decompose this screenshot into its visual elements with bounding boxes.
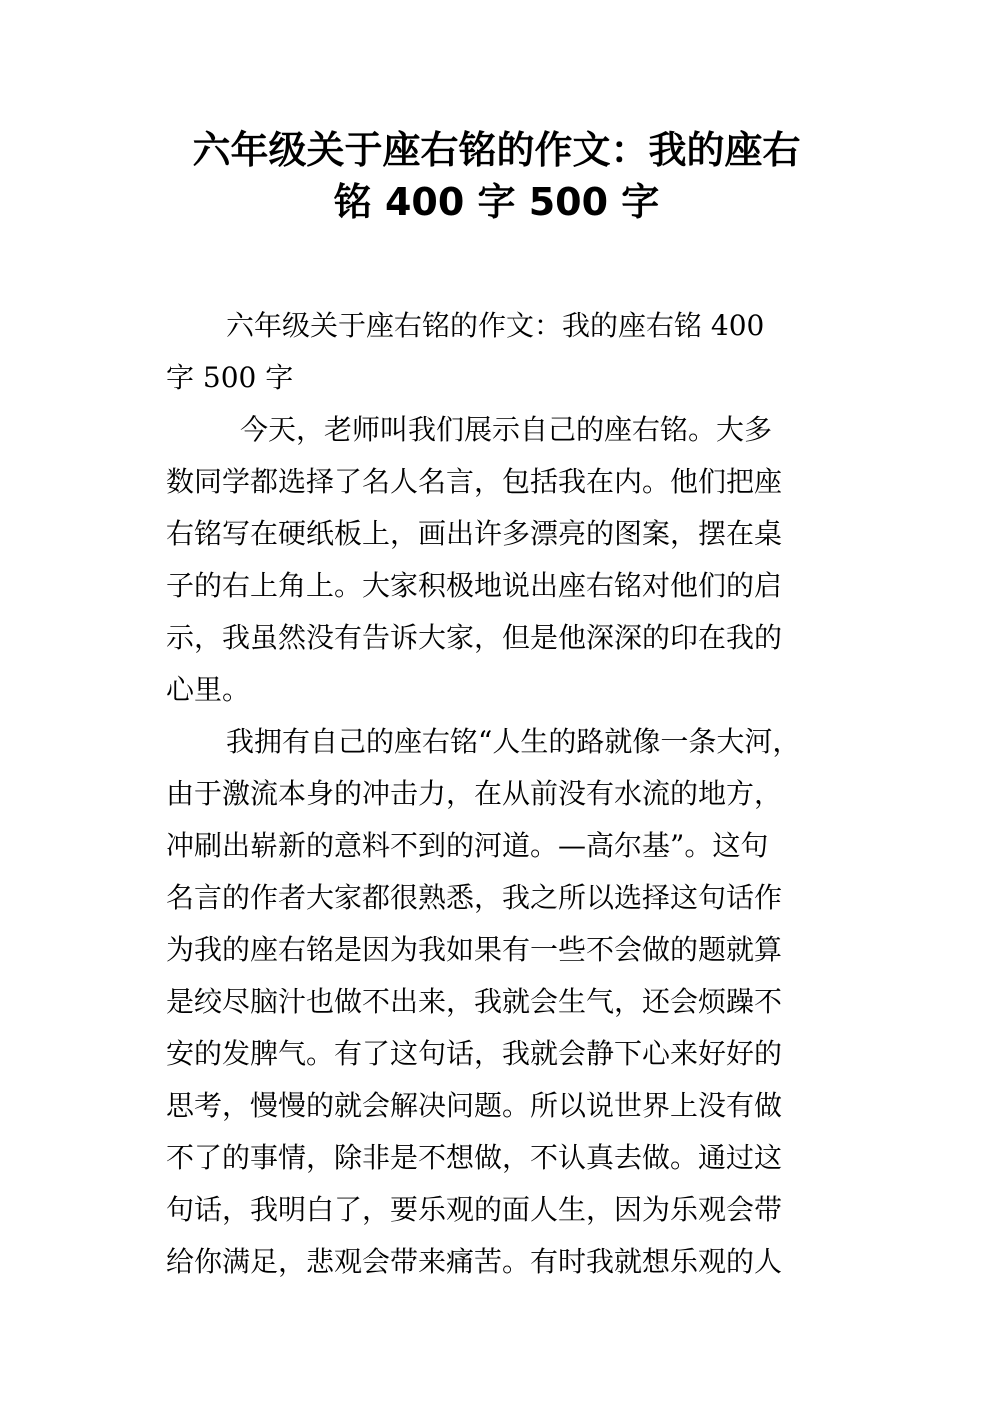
document-body	[166, 300, 846, 1288]
text-line: 数同学都选择了名人名言，包括我在内。他们把座	[166, 465, 783, 498]
paragraph-2	[166, 404, 846, 716]
text-line: 六年级关于座右铭的作文：我的座右铭 400	[226, 309, 765, 342]
text-line: 思考，慢慢的就会解决问题。所以说世界上没有做	[166, 1089, 783, 1122]
title-line: 铭 400 字 500 字	[333, 180, 660, 224]
text-line: 今天，老师叫我们展示自己的座右铭。大多	[240, 413, 773, 446]
document-title	[0, 124, 993, 228]
text-line: 给你满足，悲观会带来痛苦。有时我就想乐观的人	[166, 1245, 783, 1278]
paragraph-1	[166, 300, 846, 404]
text-line: 冲刷出崭新的意料不到的河道。—高尔基”。这句	[166, 829, 769, 862]
text-line: 子的右上角上。大家积极地说出座右铭对他们的启	[166, 569, 783, 602]
text-line: 安的发脾气。有了这句话，我就会静下心来好好的	[166, 1037, 783, 1070]
text-line: 心里。	[166, 673, 251, 706]
text-line: 句话，我明白了，要乐观的面人生，因为乐观会带	[166, 1193, 783, 1226]
text-line: 不了的事情，除非是不想做，不认真去做。通过这	[166, 1141, 783, 1174]
paragraph-3	[166, 716, 846, 1288]
text-line: 示，我虽然没有告诉大家，但是他深深的印在我的	[166, 621, 783, 654]
text-line: 名言的作者大家都很熟悉，我之所以选择这句话作	[166, 881, 783, 914]
title-line: 六年级关于座右铭的作文：我的座右	[192, 128, 801, 172]
text-line: 字 500 字	[166, 361, 294, 394]
text-line: 是绞尽脑汁也做不出来，我就会生气，还会烦躁不	[166, 985, 783, 1018]
text-line: 为我的座右铭是因为我如果有一些不会做的题就算	[166, 933, 783, 966]
text-line: 右铭写在硬纸板上，画出许多漂亮的图案，摆在桌	[166, 517, 783, 550]
text-line: 由于激流本身的冲击力，在从前没有水流的地方，	[166, 777, 783, 810]
text-line: 我拥有自己的座右铭“人生的路就像一条大河，	[226, 725, 801, 758]
